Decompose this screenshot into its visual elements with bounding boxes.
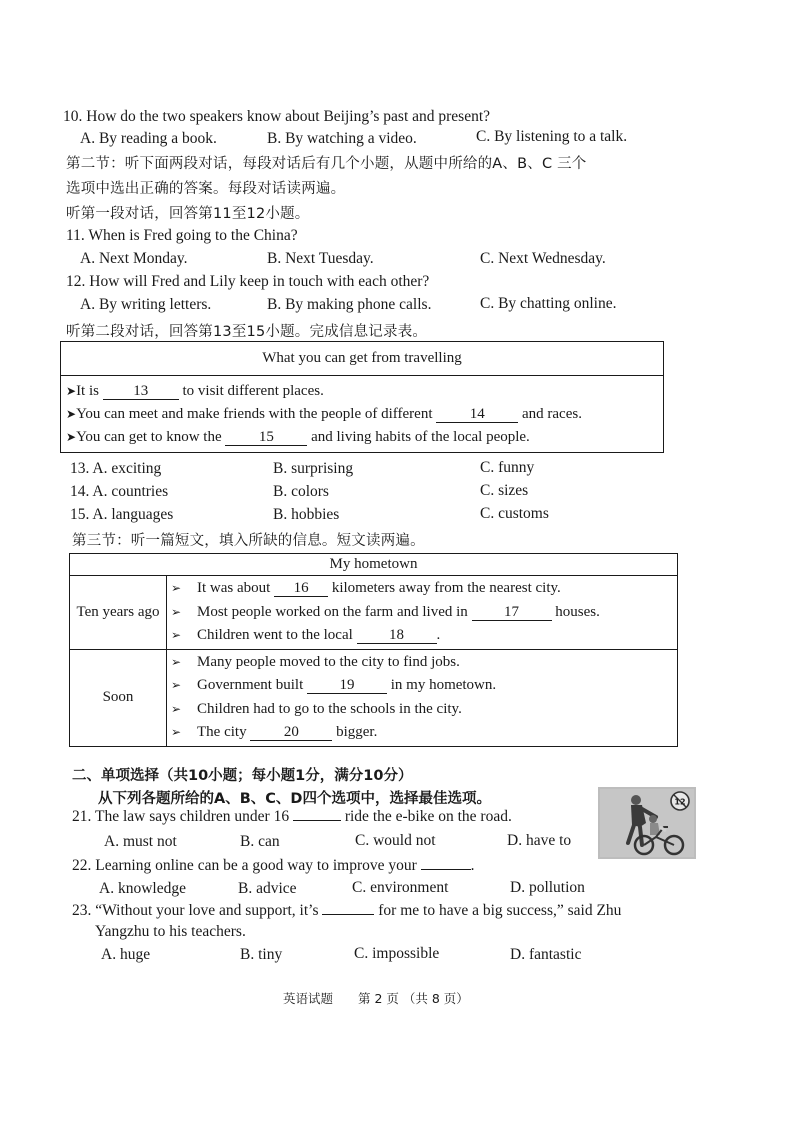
hometown-row-19: ➢ Government built 19 in my hometown. (167, 674, 677, 698)
answer-blank-15: 15 (225, 429, 307, 446)
question-11-option-c: C. Next Wednesday. (480, 250, 606, 267)
arrow-bullet-icon: ➢ (171, 725, 182, 739)
dialog-2-instruction: 听第二段对话，回答第13至15小题。完成信息记录表。 (66, 324, 428, 340)
question-12-option-b: B. By making phone calls. (267, 296, 432, 313)
arrow-bullet-icon: ➤ (66, 430, 77, 444)
part-2-instruction: 从下列各题所给的A、B、C、D四个选项中，选择最佳选项。 (98, 791, 491, 807)
answer-blank-20: 20 (250, 724, 332, 741)
question-10-option-b: B. By watching a video. (267, 130, 417, 147)
question-13-option-c: C. funny (480, 459, 535, 476)
arrow-bullet-icon: ➢ (171, 701, 182, 716)
arrow-bullet-icon: ➢ (171, 654, 182, 669)
ebike-illustration-icon (598, 787, 696, 859)
section-2-instruction-line-2: 选项中选出正确的答案。每段对话读两遍。 (66, 181, 346, 197)
question-22-option-b: B. advice (238, 880, 297, 897)
arrow-bullet-icon: ➤ (66, 407, 77, 421)
no-ebike-under-16-image (598, 787, 696, 859)
answer-blank-18: 18 (357, 627, 437, 644)
question-21-option-a: A. must not (104, 833, 177, 850)
question-12-option-c: C. By chatting online. (480, 295, 617, 312)
answer-blank-23 (322, 914, 374, 915)
question-22-option-a: A. knowledge (99, 880, 186, 897)
section-2-instruction-line-1: 第二节：听下面两段对话，每段对话后有几个小题，从题中所给的A、B、C 三个 (66, 156, 587, 172)
hometown-row-20: ➢ The city 20 bigger. (167, 721, 677, 745)
question-13-option-b: B. surprising (273, 460, 354, 477)
hometown-row-18: ➢ Children went to the local 18 . (167, 624, 677, 648)
question-15-option-a: 15. A. languages (70, 506, 174, 523)
question-23-stem: 23. “Without your love and support, it’s for me to have a big success,” said Zhu (72, 902, 622, 919)
hometown-table-title: My hometown (70, 554, 678, 576)
question-15-option-b: B. hobbies (273, 506, 340, 523)
answer-blank-17: 17 (472, 604, 552, 621)
question-22-option-c: C. environment (352, 879, 449, 896)
question-23-option-c: C. impossible (354, 945, 440, 962)
question-21-option-d: D. have to (507, 832, 572, 849)
question-21-option-b: B. can (240, 833, 280, 850)
question-11-option-a: A. Next Monday. (80, 250, 188, 267)
travelling-row-14: ➤You can meet and make friends with the people of different 14 and races. (66, 406, 582, 422)
question-23-option-d: D. fantastic (510, 946, 582, 963)
answer-blank-13: 13 (103, 383, 179, 400)
arrow-bullet-icon: ➤ (66, 384, 77, 398)
hometown-row-jobs: ➢ Many people moved to the city to find jobs. (167, 651, 677, 675)
answer-blank-14: 14 (436, 406, 518, 423)
answer-blank-16: 16 (274, 580, 328, 597)
question-21-stem: 21. The law says children under 16 ride the e-bike on the road. (72, 808, 512, 825)
arrow-bullet-icon: ➢ (171, 628, 182, 642)
question-14-option-b: B. colors (273, 483, 329, 500)
question-15-option-c: C. customs (480, 505, 549, 522)
part-2-heading: 二、单项选择（共10小题；每小题1分，满分10分） (72, 768, 413, 784)
question-23-stem-line-2: Yangzhu to his teachers. (95, 923, 246, 940)
question-13-option-a: 13. A. exciting (70, 460, 162, 477)
travelling-row-13: ➤It is 13 to visit different places. (66, 383, 324, 399)
question-21-option-c: C. would not (355, 832, 436, 849)
section-3-instruction: 第三节：听一篇短文，填入所缺的信息。短文读两遍。 (72, 533, 425, 549)
question-22-stem: 22. Learning online can be a good way to improve your . (72, 857, 475, 874)
answer-blank-21 (293, 820, 341, 821)
question-23-option-b: B. tiny (240, 946, 283, 963)
question-14-option-c: C. sizes (480, 482, 529, 499)
arrow-bullet-icon: ➢ (171, 678, 182, 692)
row-label-ten-years-ago: Ten years ago (70, 576, 167, 650)
travelling-row-15: ➤You can get to know the 15 and living habits of the local people. (66, 429, 530, 445)
question-10-option-c: C. By listening to a talk. (476, 128, 628, 145)
question-11-option-b: B. Next Tuesday. (267, 250, 374, 267)
dialog-1-instruction: 听第一段对话，回答第11至12小题。 (66, 206, 310, 222)
travelling-table-title: What you can get from travelling (61, 342, 664, 376)
row-label-soon: Soon (70, 649, 167, 746)
question-23-option-a: A. huge (101, 946, 151, 963)
answer-blank-19: 19 (307, 677, 387, 694)
travelling-info-table (60, 341, 664, 453)
arrow-bullet-icon: ➢ (171, 604, 182, 619)
question-14-option-a: 14. A. countries (70, 483, 169, 500)
question-10-option-a: A. By reading a book. (80, 130, 217, 147)
question-12-stem: 12. How will Fred and Lily keep in touch with each other? (66, 273, 430, 290)
svg-text:12: 12 (674, 797, 686, 807)
arrow-bullet-icon: ➢ (171, 581, 182, 595)
hometown-row-schools: ➢ Children had to go to the schools in the city. (167, 698, 677, 722)
answer-blank-22 (421, 869, 471, 870)
question-12-option-a: A. By writing letters. (80, 296, 212, 313)
footer-subject: 英语试题 (283, 991, 334, 1006)
footer-page-number: 第 2 页 （共 8 页） (358, 991, 469, 1006)
question-10-stem: 10. How do the two speakers know about Beijing’s past and present? (63, 108, 491, 125)
question-22-option-d: D. pollution (510, 879, 585, 896)
hometown-table (69, 553, 678, 747)
question-11-stem: 11. When is Fred going to the China? (66, 227, 298, 244)
hometown-row-16: ➢ It was about 16 kilometers away from the nearest city. (167, 577, 677, 601)
hometown-row-17: ➢ Most people worked on the farm and lived in 17 houses. (167, 601, 677, 625)
